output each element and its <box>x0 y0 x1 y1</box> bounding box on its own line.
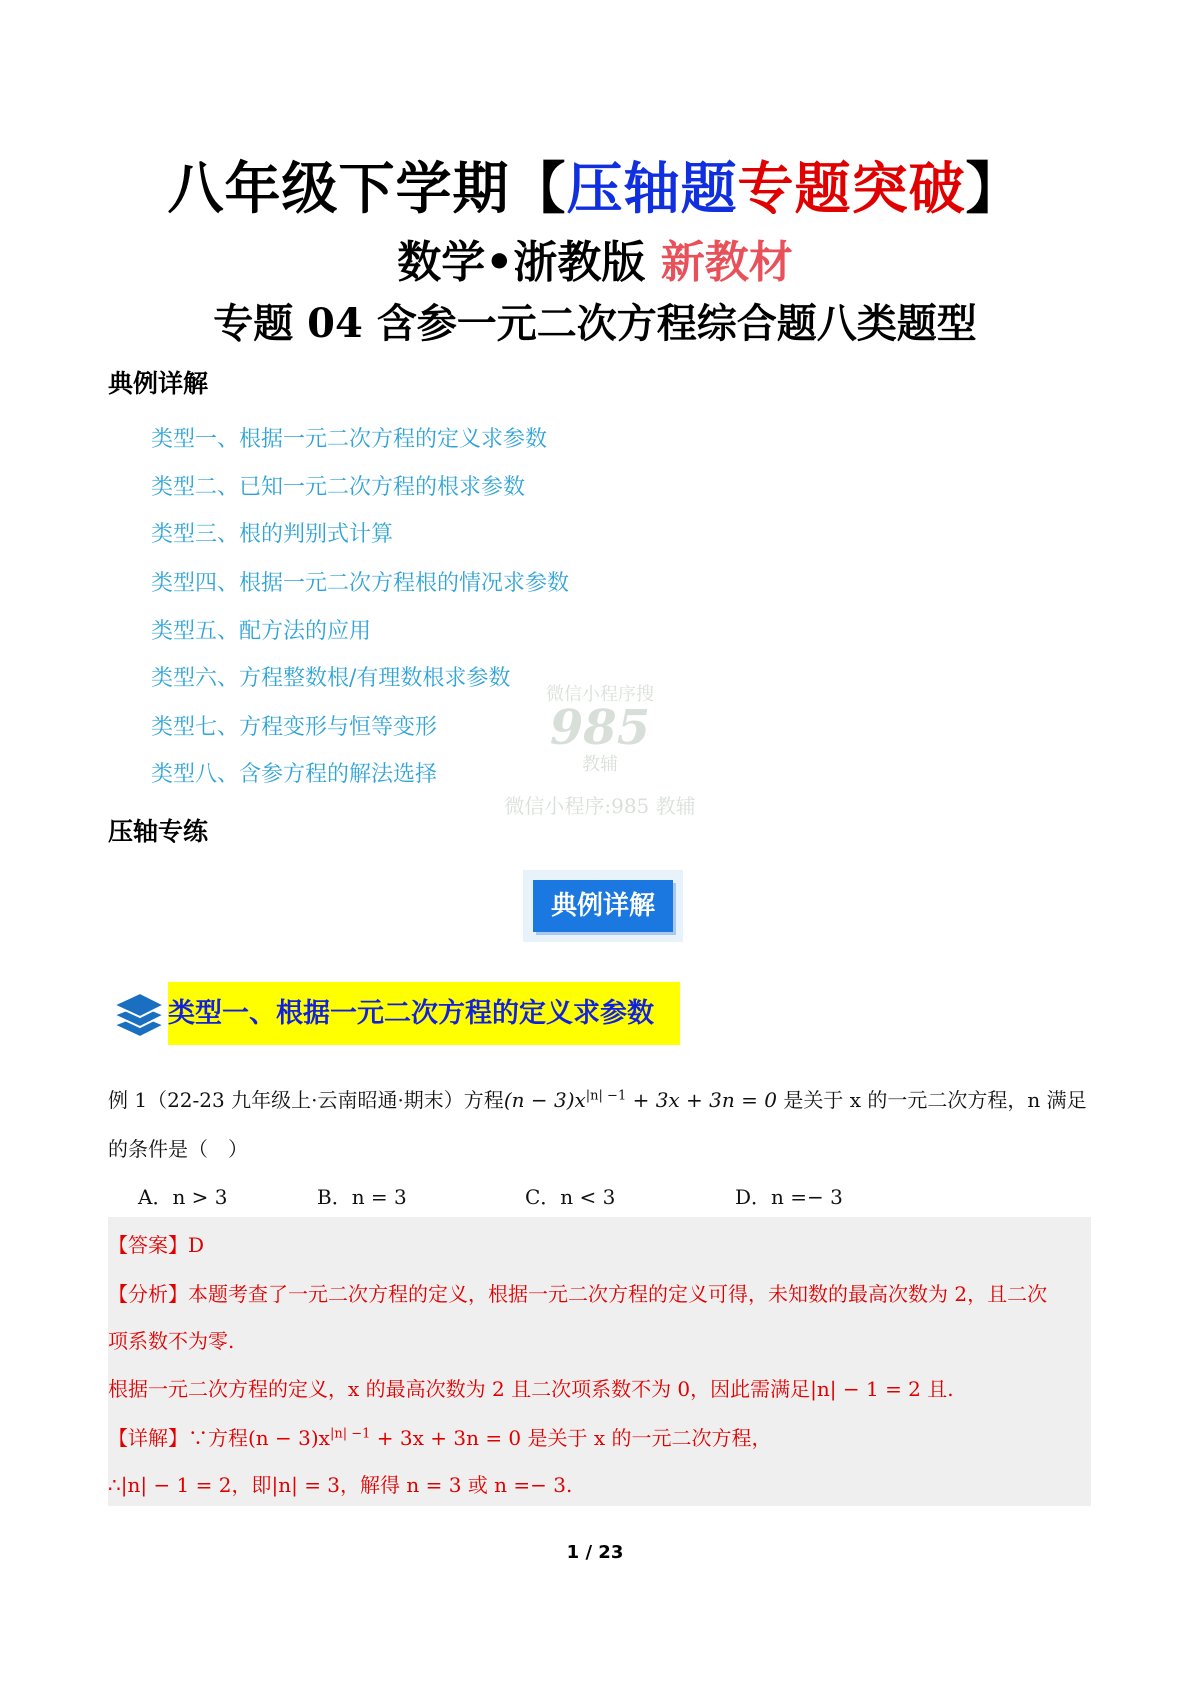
example-prefix: 例 1（22-23 九年级上·云南昭通·期末）方程 <box>108 1088 504 1112</box>
section-heading-examples: 典例详解 <box>108 369 209 398</box>
watermark-text: 微信小程序:985 教辅 <box>504 794 696 818</box>
example-question-line1 <box>108 1084 1087 1113</box>
watermark-text: 教辅 <box>582 754 618 775</box>
examples-banner <box>523 870 683 942</box>
solution-box <box>108 1217 1091 1506</box>
toc-item[interactable]: 类型四、根据一元二次方程根的情况求参数 <box>151 571 570 596</box>
detail-line <box>108 1422 772 1451</box>
document-title <box>0 145 1190 225</box>
books-icon <box>110 985 168 1041</box>
toc-item[interactable]: 类型八、含参方程的解法选择 <box>151 762 438 787</box>
option-a: A．n > 3 <box>138 1185 228 1209</box>
analysis-line3: 根据一元二次方程的定义，x 的最高次数为 2 且二次项系数不为 0，因此需满足|n| − 1 = 2 且. <box>108 1377 954 1401</box>
equation: + 3x + 3n = 0 <box>626 1088 777 1112</box>
detail-text: + 3x + 3n = 0 是关于 x 的一元二次方程， <box>370 1426 772 1450</box>
title-red: 专题突破 <box>737 157 966 222</box>
subtitle <box>0 226 1190 290</box>
conclusion-line: ∴|n| − 1 = 2，即|n| = 3，解得 n = 3 或 n =− 3. <box>108 1473 573 1497</box>
toc-item[interactable]: 类型三、根的判别式计算 <box>151 522 394 547</box>
option-d: D．n =− 3 <box>735 1185 843 1209</box>
watermark <box>490 680 710 820</box>
title-text: 八年级下学期【 <box>167 157 567 222</box>
example-suffix: 是关于 x 的一元二次方程，n 满足 <box>776 1088 1087 1112</box>
watermark-text: 微信小程序搜 <box>546 684 654 705</box>
option-b: B．n = 3 <box>317 1185 407 1209</box>
option-c: C．n < 3 <box>525 1185 616 1209</box>
analysis-line1: 【分析】本题考查了一元二次方程的定义，根据一元二次方程的定义可得，未知数的最高次数为 2，且二次 <box>108 1282 1048 1306</box>
example-question-line2: 的条件是（ ） <box>108 1137 248 1161</box>
equation: (n − 3)x <box>503 1088 586 1112</box>
subtitle-main: 数学•浙教版 <box>397 237 661 288</box>
detail-text: 【详解】∵方程(n − 3)x <box>108 1426 330 1450</box>
toc-item[interactable]: 类型五、配方法的应用 <box>151 619 372 644</box>
section-heading-practice: 压轴专练 <box>108 817 209 846</box>
banner-label: 典例详解 <box>533 880 673 932</box>
subtitle-accent: 新教材 <box>660 237 793 288</box>
toc-item[interactable]: 类型七、方程变形与恒等变形 <box>151 715 438 740</box>
topic-title: 专题 04 含参一元二次方程综合题八类题型 <box>213 300 977 347</box>
watermark-number: 985 <box>549 700 651 756</box>
toc-item[interactable]: 类型一、根据一元二次方程的定义求参数 <box>151 427 548 452</box>
answer: 【答案】D <box>108 1233 205 1257</box>
title-bracket: 】 <box>965 157 1023 222</box>
page-number: 1 / 23 <box>566 1542 624 1563</box>
toc-item[interactable]: 类型二、已知一元二次方程的根求参数 <box>151 475 526 500</box>
title-blue: 压轴题 <box>566 157 738 222</box>
type1-header: 类型一、根据一元二次方程的定义求参数 <box>168 982 680 1045</box>
exponent: |n| −1 <box>585 1088 627 1104</box>
analysis-line2: 项系数不为零. <box>108 1329 235 1353</box>
toc-item[interactable]: 类型六、方程整数根/有理数根求参数 <box>151 666 511 691</box>
exponent: |n| −1 <box>329 1426 371 1442</box>
